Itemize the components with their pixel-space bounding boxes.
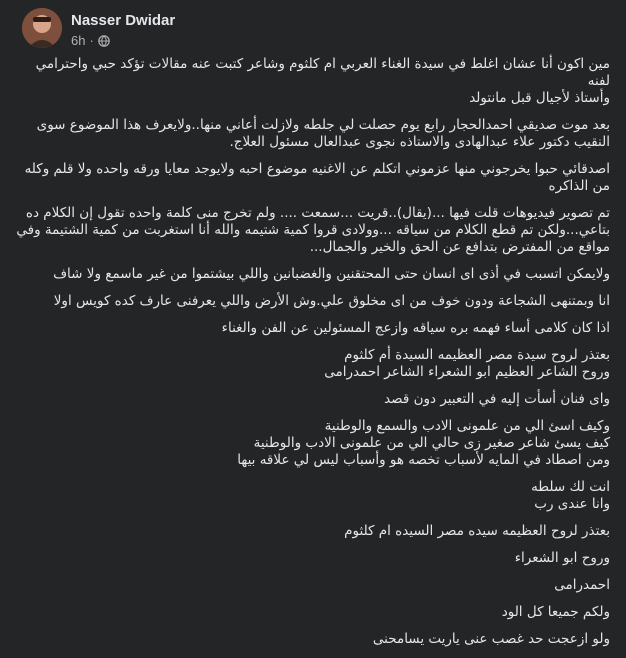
post-text-line: النقيب دكتور علاء عبدالهادى والاستاذه نجوى عبدالعال مسئول العلاج. — [229, 134, 610, 150]
globe-icon[interactable] — [98, 35, 110, 47]
post-text-line: ولو ازعجت حد غصب عنى ياريت يسامحنى — [372, 631, 610, 647]
post-text-line: انا وبمتنهى الشجاعة ودون خوف من اى مخلوق علي.وش الأرض واللي يعرفنى عارف كده كويس اولا — [53, 293, 610, 309]
post-paragraph — [10, 479, 610, 513]
post-paragraph — [10, 293, 610, 310]
post-body — [10, 56, 610, 658]
author-name[interactable]: Nasser Dwidar — [71, 12, 176, 29]
post-paragraph — [10, 523, 610, 540]
post-text-line: وروح ابو الشعراء — [514, 550, 610, 566]
post-text-line: بعد موت صديقي احمدالحجار رابع يوم حصلت لي جلطه ولازلت أعاني منها..ولايعرف هذا الموضوع سوى — [36, 117, 610, 133]
post-paragraph — [10, 550, 610, 567]
post-paragraph — [10, 418, 610, 469]
post-header — [22, 6, 602, 50]
post-text-line: وانا عندى رب — [534, 496, 610, 512]
post-text-line: بعتذر لروح سيدة مصر العظيمه السيدة أم كلثوم — [344, 347, 610, 363]
post-paragraph — [10, 56, 610, 107]
post-text-line: ولايمكن اتسبب في أذى اى انسان حتى المحتقنين والغضبانين واللي بيشتموا من غير ماسمع ولا شاف — [53, 266, 610, 282]
post-paragraph — [10, 577, 610, 594]
author-avatar[interactable] — [22, 8, 62, 48]
post-text-line: اصدقائي حبوا يخرجوني منها عزموني اتكلم عن الاغنيه موضوع احبه ولايوجد معايا ورقه واحده ولا قلم وكله — [24, 161, 610, 177]
post-text-line: احمدرامى — [554, 577, 610, 593]
post-paragraph — [10, 391, 610, 408]
meta-separator: · — [89, 33, 94, 48]
post-paragraph — [10, 631, 610, 648]
post-text-line: انت لك سلطه — [531, 479, 610, 495]
post-text-line: تم تصوير فيديوهات قلت فيها ...(يقال)..قريت ...سمعت .... ولم تخرج منى كلمة واحده تقول إن الكلام ده — [25, 205, 610, 221]
post-paragraph — [10, 117, 610, 151]
post-text-line: بعتذر لروح العظيمه سيده مصر السيده ام كلثوم — [344, 523, 610, 539]
post-text-line: اذا كان كلامى أساء فهمه بره سياقه وازعج المسئولين عن الفن والغناء — [221, 320, 610, 336]
avatar-image — [22, 8, 62, 48]
post-text-line: مواقع من المفترض بتدافع عن الحق والخير والجمال... — [309, 239, 610, 255]
post-text-line: واى فنان أسأت إليه في التعبير دون قصد — [384, 391, 610, 407]
post-paragraph — [10, 347, 610, 381]
post-text-line: وأستاذ لأجيال قبل مانتولد — [469, 90, 610, 106]
post-text-line: كيف يسئ شاعر صغير زى حالي الي من علمونى الادب والوطنية — [253, 435, 610, 451]
post-text-line: ولكم جميعا كل الود — [501, 604, 610, 620]
post-meta — [71, 33, 110, 48]
post-paragraph — [10, 205, 610, 256]
post-paragraph — [10, 320, 610, 337]
post-text-line: وكيف اسئ الي من علمونى الادب والسمع والوطنية — [324, 418, 610, 434]
post-text-line: من الذاكره — [548, 178, 610, 194]
post-paragraph — [10, 161, 610, 195]
post-paragraph — [10, 604, 610, 621]
post-text-line: ومن اصطاد في المايه لأسباب تخصه هو وأسباب ليس لي علاقه بيها — [237, 452, 610, 468]
post-timestamp[interactable]: 6h — [71, 33, 86, 48]
post-text-line: مين اكون أنا عشان اغلط في سيدة الغناء العربي ام كلثوم وشاعر كتبت عنه مقالات تؤكد حبي واحترامي لفنه — [35, 56, 610, 89]
post-text-line: بتاعي...ولكن تم قطع الكلام من سياقه ...وولادى قروا كمية شتيمه والله أنا استغربت من كمية الشتيمة وفي — [16, 222, 610, 238]
post-paragraph — [10, 266, 610, 283]
post-text-line: وروح الشاعر العظيم ابو الشعراء الشاعر احمدرامى — [324, 364, 610, 380]
